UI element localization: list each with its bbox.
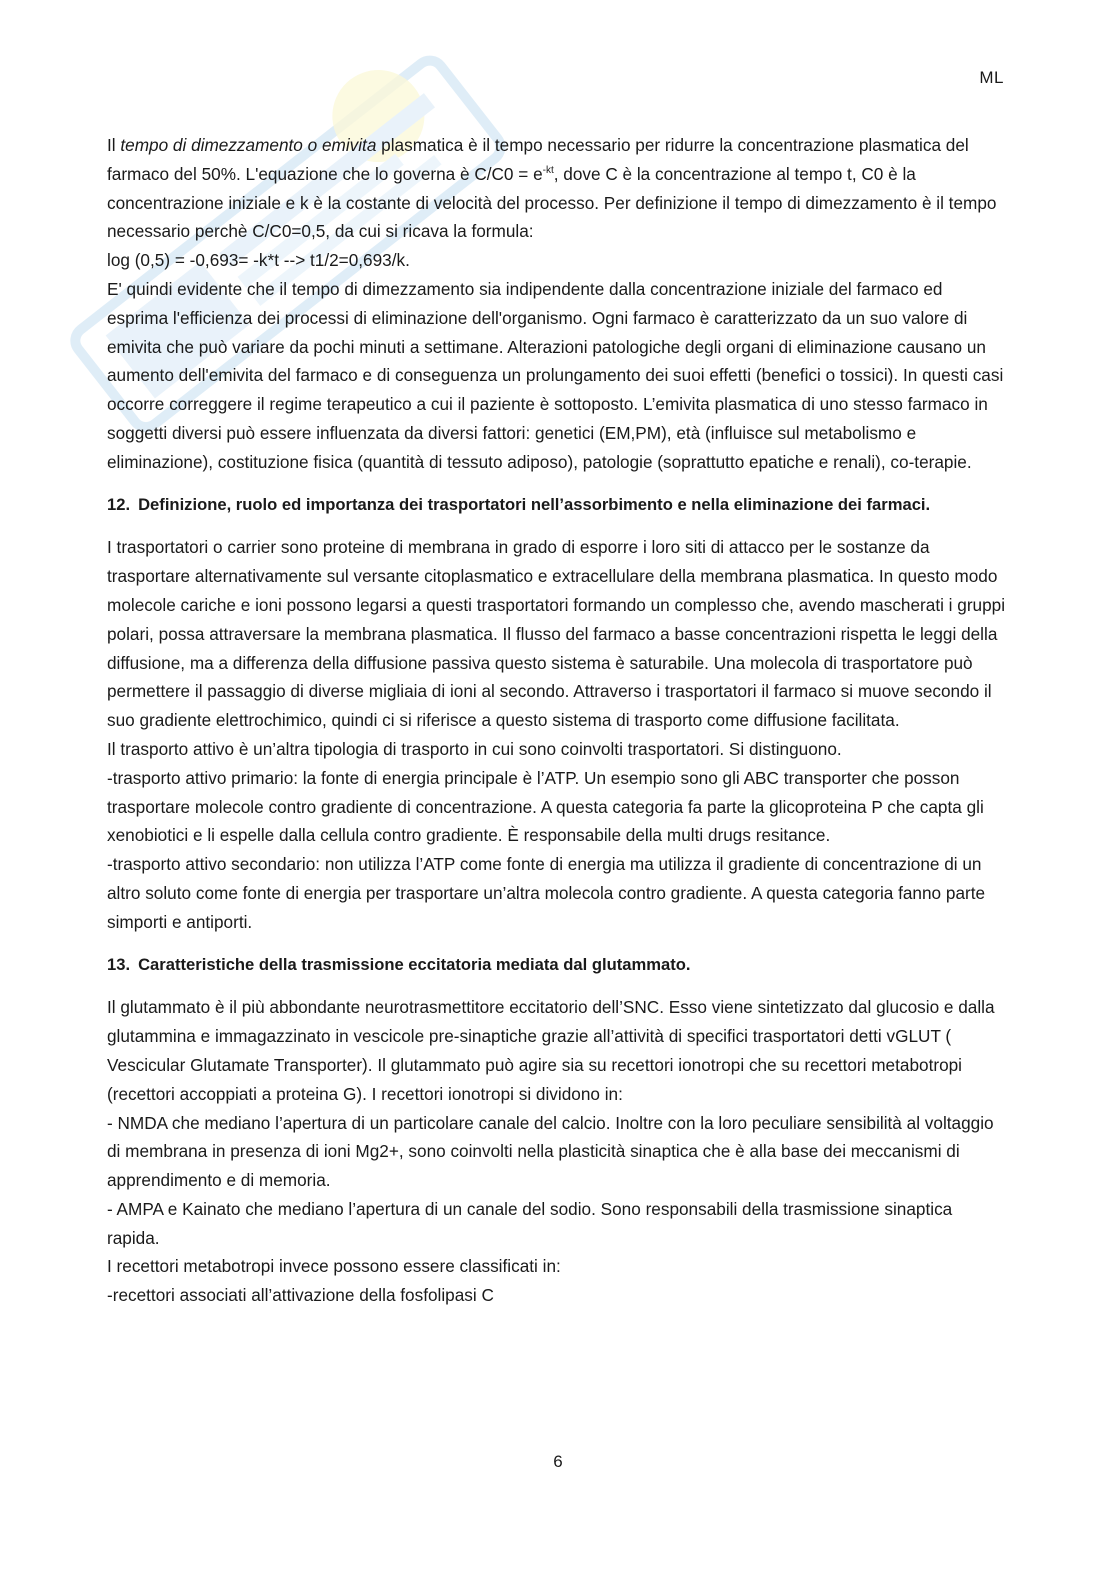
transporters-paragraph: I trasportatori o carrier sono proteine di membrana in grado di esporre i loro siti di attacco per le sostanze da trasportare alternativamente sul versante citoplasmatico e extracellulare della membrana plasmatica. In questo modo molecole cariche e ioni possono legarsi a questi trasportatori formando un complesso che, avendo mascherati i gruppi polari, possa attraversare la membrana plasmatica. Il flusso del farmaco a basse concentrazioni rispetta le leggi della diffusione, ma a differenza della diffusione passiva questo sistema è saturabile. Una molecola di trasportatore può permettere il passaggio di diverse migliaia di ioni al secondo. Attraverso i trasportatori il farmaco si muove secondo il suo gradiente elettrochimico, quindi ci si riferisce a questo sistema di trasporto come diffusione facilitata. — [107, 537, 1006, 731]
primary-active-paragraph: -trasporto attivo primario: la fonte di energia principale è l’ATP. Un esempio sono gli ABC transporter che posson trasportare molecole contro gradiente di concentrazione. A questa categoria fa parte la glicoproteina P che capta gli xenobiotici e li espelle dalla cellula contro gradiente. È responsabile della multi drugs resitance. — [107, 767, 984, 846]
formula-line: log (0,5) = -0,693= -k*t --> t1/2=0,693/k. — [107, 250, 410, 271]
header-initials: ML — [979, 68, 1004, 87]
ampa-paragraph: - AMPA e Kainato che mediano l’apertura di un canale del sodio. Sono responsabili della trasmissione sinaptica rapida. — [107, 1198, 953, 1248]
nmda-paragraph: - NMDA che mediano l’apertura di un particolare canale del calcio. Inoltre con la loro peculiare sensibilità al voltaggio di membrana in presenza di ioni Mg2+, sono coinvolti nella plasticità sinaptica che è alla base dei meccanismi di apprendimento e di memoria. — [107, 1112, 994, 1191]
metabotropic-paragraph: I recettori metabotropi invece possono essere classificati in: — [107, 1256, 561, 1277]
half-life-paragraph: Il tempo di dimezzamento o emivita plasmatica è il tempo necessario per ridurre la concentrazione plasmatica del farmaco del 50%. L'equazione che lo governa è $C/C0 = e^{-kt}$, dove C è la concentrazione al tempo t, C0 è la concentrazione iniziale e k è la costante di velocità del processo. Per definizione il tempo di dimezzamento è il tempo necessario perchè C/C0=0,5, da cui si ricava la formula: — [107, 135, 997, 242]
phospholipase-paragraph: -recettori associati all’attivazione della fosfolipasi C — [107, 1285, 494, 1306]
half-life-paragraph-2: E' quindi evidente che il tempo di dimezzamento sia indipendente dalla concentrazione iniziale del farmaco ed esprima l'efficienza dei processi di eliminazione dell'organismo. Ogni farmaco è caratterizzato da un suo valore di emivita che può variare da pochi minuti a settimane. Alterazioni patologiche degli organi di eliminazione causano un aumento dell'emivita del farmaco e di conseguenza un prolungamento dei suoi effetti (benefici o tossici). In questi casi occorre correggere il regime terapeutico a cui il paziente è sottoposto. L’emivita plasmatica di uno stesso farmaco in soggetti diversi può essere influenzata da diversi fattori: genetici (EM,PM), età (influisce sul metabolismo e eliminazione), costituzione fisica (quantità di tessuto adiposo), patologie (soprattutto epatiche e renali), co-terapie. — [107, 278, 1004, 472]
emphasis-term: tempo di dimezzamento o emivita — [120, 135, 377, 155]
active-transport-paragraph: Il trasporto attivo è un’altra tipologia di trasporto in cui sono coinvolti trasportatori. Si distinguono. — [107, 738, 842, 759]
document-body — [107, 131, 1007, 1310]
section-13-heading: 13. Caratteristiche della trasmissione eccitatoria mediata dal glutammato. — [107, 954, 691, 974]
secondary-active-paragraph: -trasporto attivo secondario: non utilizza l’ATP come fonte di energia ma utilizza il gradiente di concentrazione di un altro soluto come fonte di energia per trasportare un’altra molecola contro gradiente. A questa categoria fanno parte simporti e antiporti. — [107, 854, 986, 932]
section-12-heading: 12. Definizione, ruolo ed importanza dei trasportatori nell’assorbimento e nella eliminazione dei farmaci. — [107, 494, 931, 514]
exponent: -kt — [542, 164, 554, 176]
glutamate-paragraph: Il glutammato è il più abbondante neurotrasmettitore eccitatorio dell’SNC. Esso viene sintetizzato dal glucosio e dalla glutammina e immagazzinato in vescicole pre-sinaptiche grazie all’attività di specifici trasportatori detti vGLUT ( Vescicular Glutamate Transporter). Il glutammato può agire sia su recettori ionotropi che su recettori metabotropi (recettori accoppiati a proteina G). I recettori ionotropi si dividono in: — [107, 997, 995, 1104]
page-number: 6 — [553, 1452, 563, 1471]
